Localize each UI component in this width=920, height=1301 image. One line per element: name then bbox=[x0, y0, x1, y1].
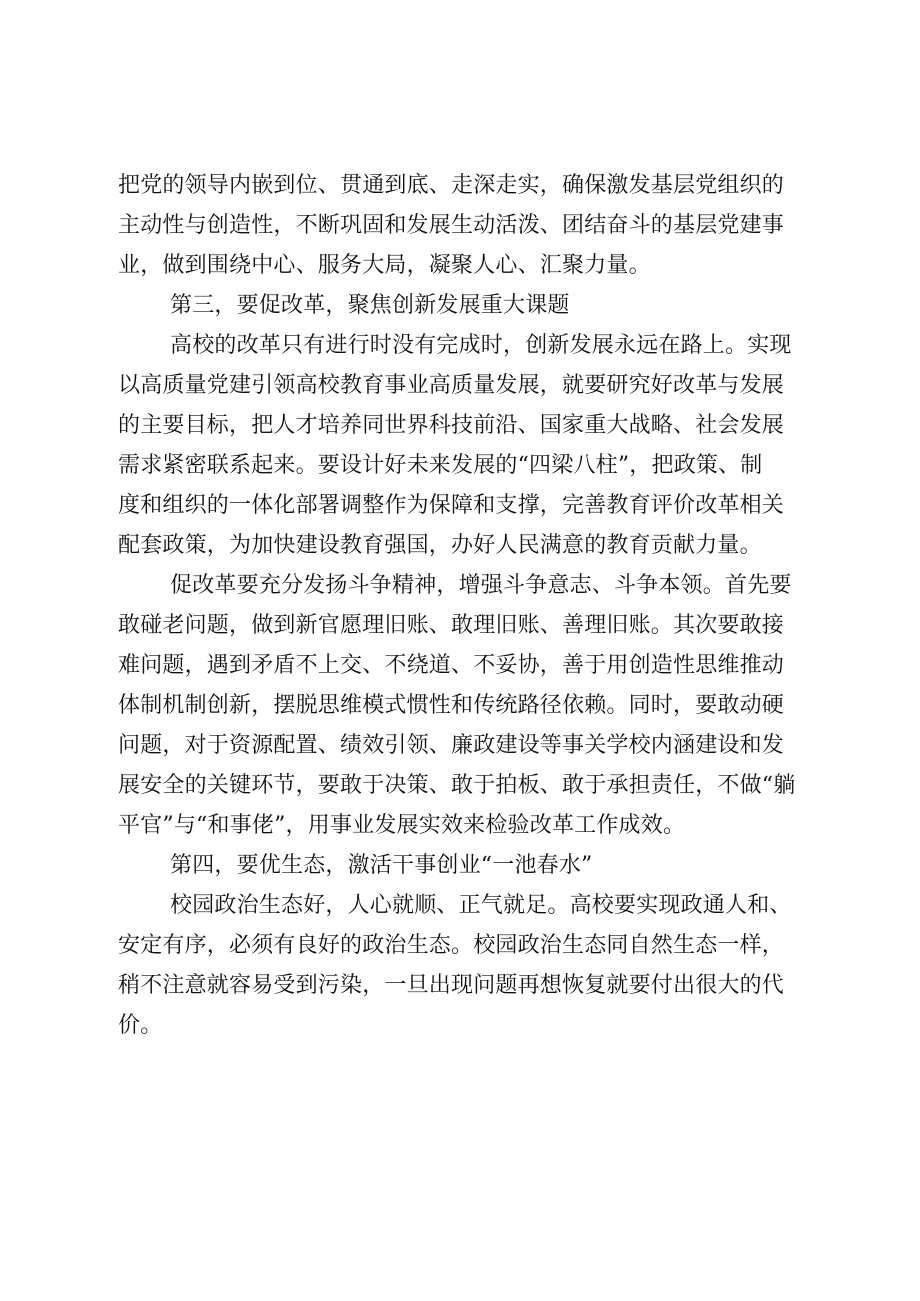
text-line: 平官”与“和事佬”，用事业发展实效来检验改革工作成效。 bbox=[118, 813, 686, 838]
text-line: 校园政治生态好，人心就顺、正气就足。高校要实现政通人和、 bbox=[170, 893, 792, 918]
text-line: 体制机制创新，摆脱思维模式惯性和传统路径依赖。同时，要敢动硬 bbox=[118, 693, 785, 718]
section-heading: 第四，要优生态，激活干事创业“一池春水” bbox=[170, 853, 593, 878]
text-line: 以高质量党建引领高校教育事业高质量发展，就要研究好改革与发展 bbox=[118, 373, 785, 398]
text-line: 稍不注意就容易受到污染，一旦出现问题再想恢复就要付出很大的代 bbox=[118, 973, 785, 998]
text-line: 安定有序，必须有良好的政治生态。校园政治生态同自然生态一样， bbox=[118, 933, 785, 958]
section-heading: 第三，要促改革，聚焦创新发展重大课题 bbox=[170, 293, 570, 318]
text-line: 促改革要充分发扬斗争精神，增强斗争意志、斗争本领。首先要 bbox=[170, 573, 792, 598]
text-line: 配套政策，为加快建设教育强国，办好人民满意的教育贡献力量。 bbox=[118, 533, 762, 558]
text-line: 的主要目标，把人才培养同世界科技前沿、国家重大战略、社会发展 bbox=[118, 413, 785, 438]
document-page bbox=[118, 166, 818, 1046]
text-line: 难问题，遇到矛盾不上交、不绕道、不妥协，善于用创造性思维推动 bbox=[118, 653, 785, 678]
text-line: 展安全的关键环节，要敢于决策、敢于拍板、敢于承担责任，不做“躺 bbox=[118, 773, 796, 798]
text-line: 主动性与创造性，不断巩固和发展生动活泼、团结奋斗的基层党建事 bbox=[118, 213, 785, 238]
text-line: 价。 bbox=[118, 1013, 163, 1038]
text-line: 需求紧密联系起来。要设计好未来发展的“四梁八柱”，把政策、制 bbox=[118, 453, 763, 478]
text-line: 问题，对于资源配置、绩效引领、廉政建设等事关学校内涵建设和发 bbox=[118, 733, 785, 758]
text-line: 高校的改革只有进行时没有完成时，创新发展永远在路上。实现 bbox=[170, 333, 792, 358]
text-line: 把党的领导内嵌到位、贯通到底、走深走实，确保激发基层党组织的 bbox=[118, 173, 785, 198]
text-line: 业，做到围绕中心、服务大局，凝聚人心、汇聚力量。 bbox=[118, 253, 651, 278]
text-line: 度和组织的一体化部署调整作为保障和支撑，完善教育评价改革相关 bbox=[118, 493, 785, 518]
text-line: 敢碰老问题，做到新官愿理旧账、敢理旧账、善理旧账。其次要敢接 bbox=[118, 613, 785, 638]
